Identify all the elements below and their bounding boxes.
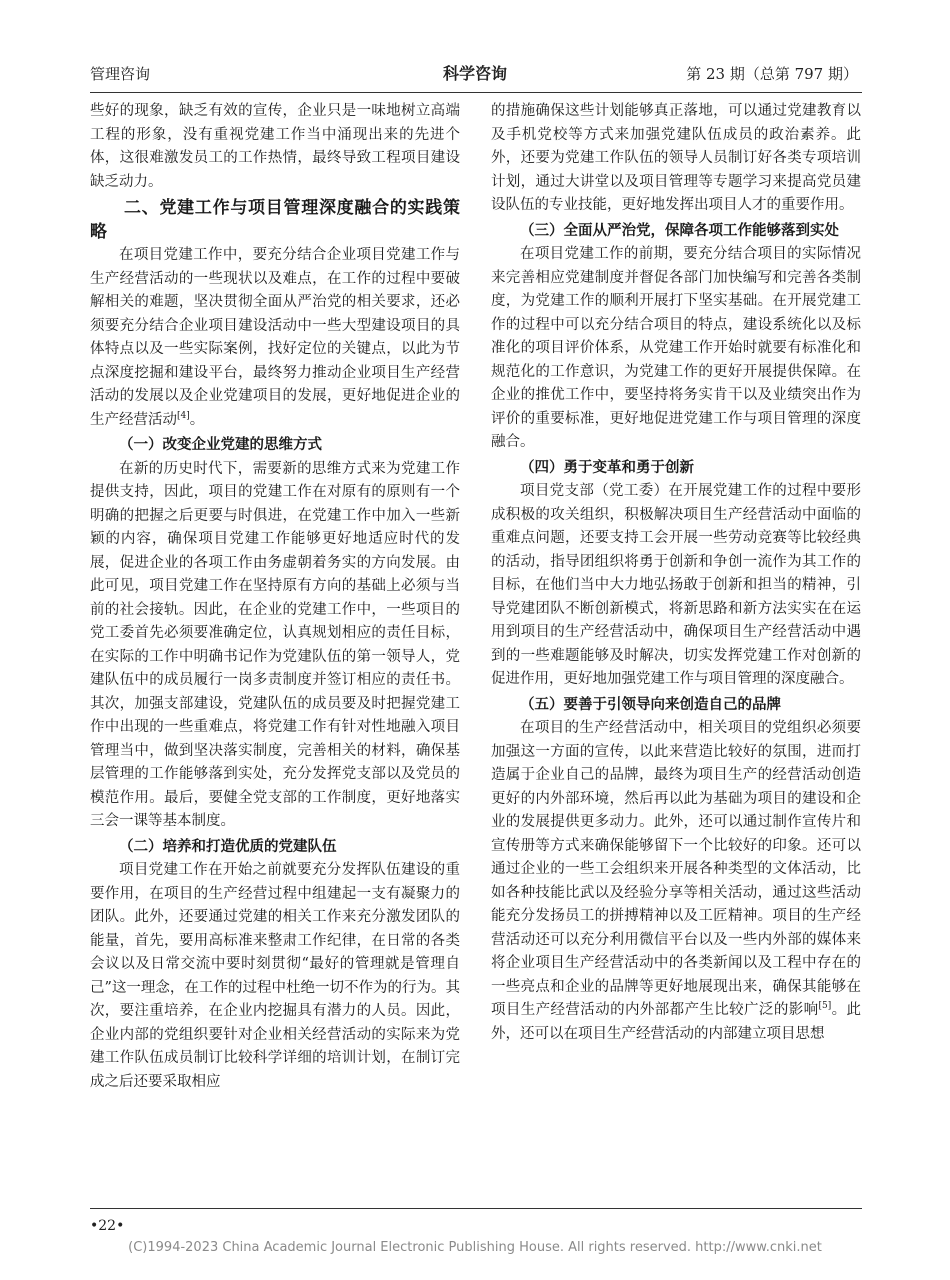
copyright-footer: (C)1994-2023 China Academic Journal Electronic Publishing House. All rights reserved. http://www.cnki.net xyxy=(128,1240,822,1255)
body-paragraph: 在项目党建工作中，要充分结合企业项目党建工作与生产经营活动的一些现状以及难点，在工作的过程中要破解相关的难题，坚决贯彻全面从严治党的相关要求，还必须要充分结合企业项目建设活动中一些大型建设项目的具体特点以及一些实际案例，找好定位的关键点，以此为节点深度挖掘和建设平台，最终努力推动企业项目生产经营活动的发展以及企业党建项目的发展，更好地促进企业的生产经营活动[4]。 xyxy=(90,247,460,428)
running-header-section: 管理咨询 xyxy=(90,65,151,83)
body-paragraph: 在新的历史时代下，需要新的思维方式来为党建工作提供支持，因此，项目的党建工作在对原有的原则有一个明确的把握之后更要与时俱进，在党建工作中加入一些新颖的内容，确保项目党建工作能够更好地适应时代的发展，促进企业的各项工作由务虚朝着务实的方向发展。由此可见，项目党建工作在坚持原有方向的基础上必须与当前的社会接轨。因此，在企业的党建工作中，一些项目的党工委首先必须要准确定位，认真规划相应的责任目标，在实际的工作中明确书记作为党建队伍的第一领导人，党建队伍中的成员履行一岗多责制度并签订相应的责任书。其次，加强支部建设，党建队伍的成员要及时把握党建工作中出现的一些重难点，将党建工作有针对性地融入项目管理当中，做到坚决落实制度，完善相关的材料，确保基层管理的工作能够落到实处，充分发挥党支部以及党员的模范作用。最后，要健全党支部的工作制度，更好地落实三会一课等基本制度。 xyxy=(90,460,460,829)
subsection-heading: （四）勇于变革和勇于创新 xyxy=(520,459,694,476)
citation-ref: [5] xyxy=(818,1001,832,1012)
body-paragraph: 项目党支部（党工委）在开展党建工作的过程中要形成积极的攻关组织，积极解决项目生产经营活动中面临的重难点问题，还要支持工会开展一些劳动竞赛等比较经典的活动，指导团组织将勇于创新和争创一流作为其工作的目标，在他们当中大力地弘扬敢于创新和担当的精神，引导党建团队不断创新模式，将新思路和新方法实实在在运用到项目的生产经营活动中，确保项目生产经营活动中遇到的一些难题能够及时解决，切实发挥党建工作对创新的促进作用，更好地加强党建工作与项目管理的深度融合。 xyxy=(491,483,861,687)
right-column xyxy=(491,100,861,1202)
body-paragraph: 的措施确保这些计划能够真正落地，可以通过党建教育以及手机党校等方式来加强党建队伍成员的政治素养。此外，还要为党建工作队伍的领导人员制订好各类专项培训计划，通过大讲堂以及项目管理等专题学习来提高党员建设队伍的专业技能，更好地发挥出项目人才的重要作用。 xyxy=(491,103,861,213)
body-paragraph: 在项目的生产经营活动中，相关项目的党组织必须要加强这一方面的宣传，以此来营造比较好的氛围，进而打造属于企业自己的品牌，最终为项目生产的经营活动创造更好的内外部环境，然后再以此为基础为项目的建设和企业的发展提供更多动力。此外，还可以通过制作宣传片和宣传册等方式来确保能够留下一个比较好的印象。还可以通过企业的一些工会组织来开展各种类型的文体活动，比如各种技能比武以及经验分享等相关活动，通过这些活动能充分发扬员工的拼搏精神以及工匠精神。项目的生产经营活动还可以充分利用微信平台以及一些内外部的媒体来将企业项目生产经营活动中的各类新闻以及工程中存在的一些亮点和企业的品牌等更好地展现出来，确保其能够在项目生产经营活动的内外部都产生比较广泛的影响[5]。此外，还可以在项目生产经营活动的内部建立项目思想 xyxy=(491,720,861,1042)
subsection-heading: （一）改变企业党建的思维方式 xyxy=(119,437,322,453)
body-paragraph: 些好的现象，缺乏有效的宣传，企业只是一味地树立高端工程的形象，没有重视党建工作当中涌现出来的先进个体，这很难激发员工的工作热情，最终导致工程项目建设缺乏动力。 xyxy=(90,103,460,190)
left-column xyxy=(90,100,460,1202)
running-header-issue: 第 23 期（总第 797 期） xyxy=(686,65,858,83)
body-paragraph: 项目党建工作在开始之前就要充分发挥队伍建设的重要作用，在项目的生产经营过程中组建起一支有凝聚力的团队。此外，还要通过党建的相关工作来充分激发团队的能量，首先，要用高标准来整肃工作纪律，在日常的各类会议以及日常交流中要时刻贯彻“最好的管理就是管理自己”这一理念，在工作的过程中杜绝一切不作为的行为。其次，要注重培养，在企业内挖掘具有潜力的人员。因此，企业内部的党组织要针对企业相关经营活动的实际来为党建工作队伍成员制订比较科学详细的培训计划，在制订完成之后还要采取相应 xyxy=(90,862,460,1090)
page-number: •22• xyxy=(90,1218,125,1234)
footer-rule xyxy=(90,1208,862,1209)
citation-ref: [4] xyxy=(177,410,190,421)
section-heading: 二、党建工作与项目管理深度融合的实践策略 xyxy=(90,198,460,242)
running-header-journal-title: 科学咨询 xyxy=(442,64,507,83)
header-rule xyxy=(90,92,862,93)
subsection-heading: （三）全面从严治党，保障各项工作能够落到实处 xyxy=(520,222,839,239)
body-paragraph: 在项目党建工作的前期，要充分结合项目的实际情况来完善相应党建制度并督促各部门加快编写和完善各类制度，为党建工作的顺利开展打下坚实基础。在开展党建工作的过程中可以充分结合项目的特点，建设系统化以及标准化的项目评价体系，从党建工作开始时就要有标准化和规范化的工作意识，为党建工作的更好开展提供保障。在企业的推优工作中，要坚持将务实肯干以及业绩突出作为评价的重要标准，更好地促进党建工作与项目管理的深度融合。 xyxy=(491,246,861,450)
subsection-heading: （五）要善于引领导向来创造自己的品牌 xyxy=(520,696,781,713)
subsection-heading: （二）培养和打造优质的党建队伍 xyxy=(119,838,337,855)
